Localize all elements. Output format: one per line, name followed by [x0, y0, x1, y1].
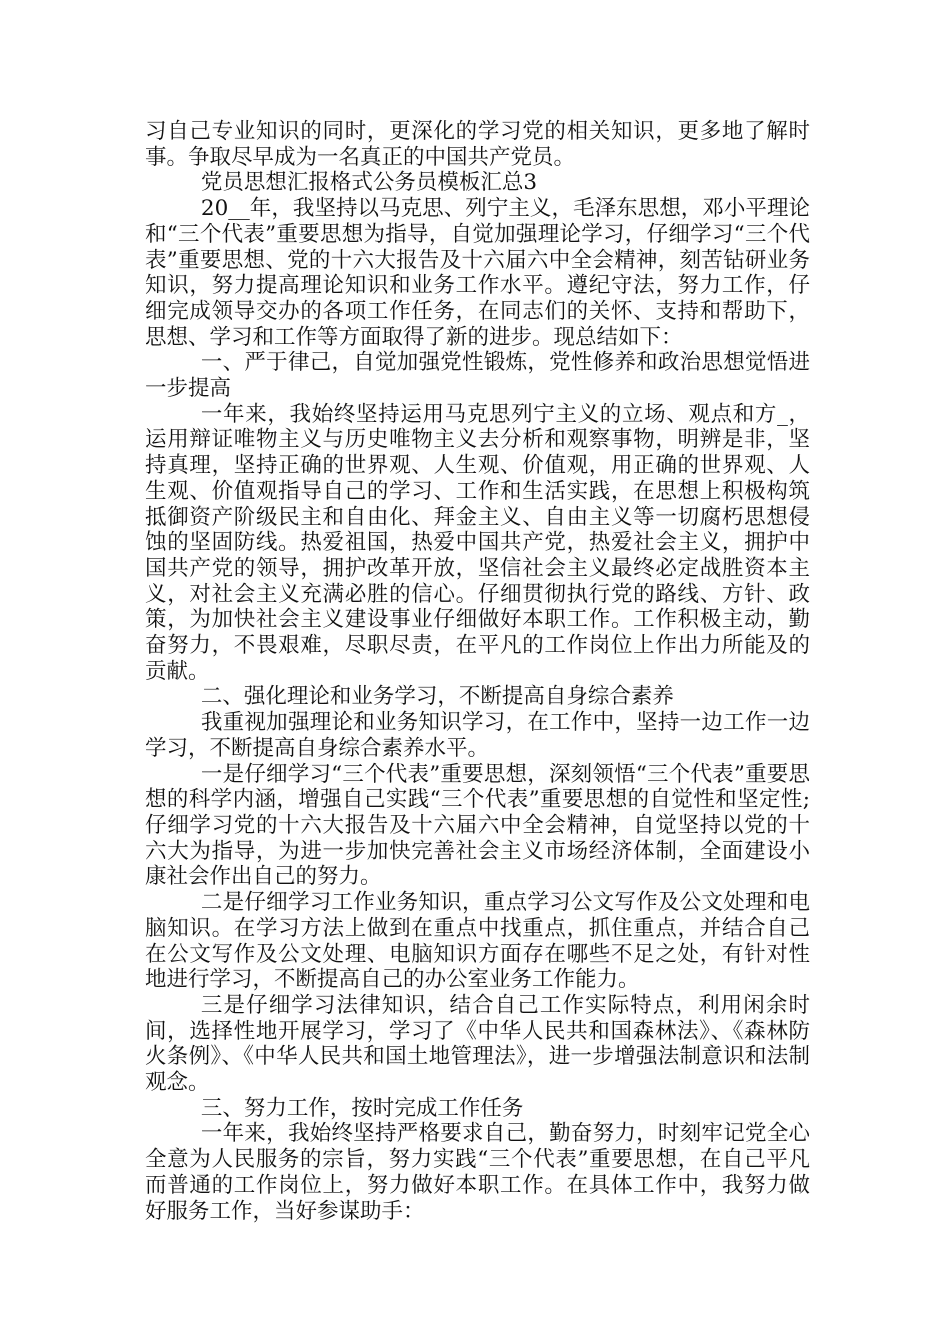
heading-section-1: 一、严于律己，自觉加强党性锻炼，党性修养和政治思想觉悟进一步提高 [145, 350, 810, 402]
heading-section-3: 三、努力工作，按时完成工作任务 [200, 1095, 524, 1121]
paragraph-section-3: 一年来，我始终坚持严格要求自己，勤奋努力，时刻牢记党全心全意为人民服务的宗旨，努力实践“三个代表”重要思想，在自己平凡而普通的工作岗位上，努力做好本职工作。在具体工作中，我努力做好服务工作，当好参谋助手： [145, 1121, 810, 1224]
heading-section-2: 二、强化理论和业务学习，不断提高自身综合素养 [200, 684, 674, 710]
paragraph-intro: 20__年，我坚持以马克思、列宁主义，毛泽东思想，邓小平理论和“三个代表”重要思想为指导，自觉加强理论学习，仔细学习“三个代表”重要思想、党的十六大报告及十六届六中全会精神，刻苦钻研业务知识，努力提高理论知识和业务工作水平。遵纪守法，努力工作，仔细完成领导交办的各项工作任务，在同志们的关怀、支持和帮助下，思想、学习和工作等方面取得了新的进步。现总结如下： [145, 196, 810, 350]
paragraph-section-1: 一年来，我始终坚持运用马克思列宁主义的立场、观点和方_，运用辩证唯物主义与历史唯物主义去分析和观察事物，明辨是非，坚持真理，坚持正确的世界观、人生观、价值观，用正确的世界观、人生观、价值观指导自己的学习、工作和生活实践，在思想上积极构筑抵御资产阶级民主和自由化、拜金主义、自由主义等一切腐朽思想侵蚀的坚固防线。热爱祖国，热爱中国共产党，热爱社会主义，拥护中国共产党的领导，拥护改革开放，坚信社会主义最终必定战胜资本主义，对社会主义充满必胜的信心。仔细贯彻执行党的路线、方针、政策，为加快社会主义建设事业仔细做好本职工作。工作积极主动，勤奋努力，不畏艰难，尽职尽责，在平凡的工作岗位上作出力所能及的贡献。 [145, 401, 810, 684]
paragraph-section-2-intro: 我重视加强理论和业务知识学习，在工作中，坚持一边工作一边学习，不断提高自身综合素养水平。 [145, 710, 810, 761]
paragraph-section-2-item-2: 二是仔细学习工作业务知识，重点学习公文写作及公文处理和电脑知识。在学习方法上做到在重点中找重点，抓住重点，并结合自己在公文写作及公文处理、电脑知识方面存在哪些不足之处，有针对性地进行学习，不断提高自己的办公室业务工作能力。 [145, 890, 810, 993]
paragraph-section-2-item-3: 三是仔细学习法律知识，结合自己工作实际特点，利用闲余时间，选择性地开展学习，学习了《中华人民共和国森林法》、《森林防火条例》、《中华人民共和国土地管理法》，进一步增强法制意识和法制观念。 [145, 992, 810, 1096]
paragraph-continuation: 习自己专业知识的同时，更深化的学习党的相关知识，更多地了解时事。争取尽早成为一名真正的中国共产党员。 [145, 119, 810, 170]
document-body [145, 119, 810, 1224]
section-title: 党员思想汇报格式公务员模板汇总3 [200, 170, 538, 196]
paragraph-section-2-item-1: 一是仔细学习“三个代表”重要思想，深刻领悟“三个代表”重要思想的科学内涵，增强自己实践“三个代表”重要思想的自觉性和坚定性;仔细学习党的十六大报告及十六届六中全会精神，自觉坚持以党的十六大为指导，为进一步加快完善社会主义市场经济体制，全面建设小康社会作出自己的努力。 [145, 761, 810, 890]
